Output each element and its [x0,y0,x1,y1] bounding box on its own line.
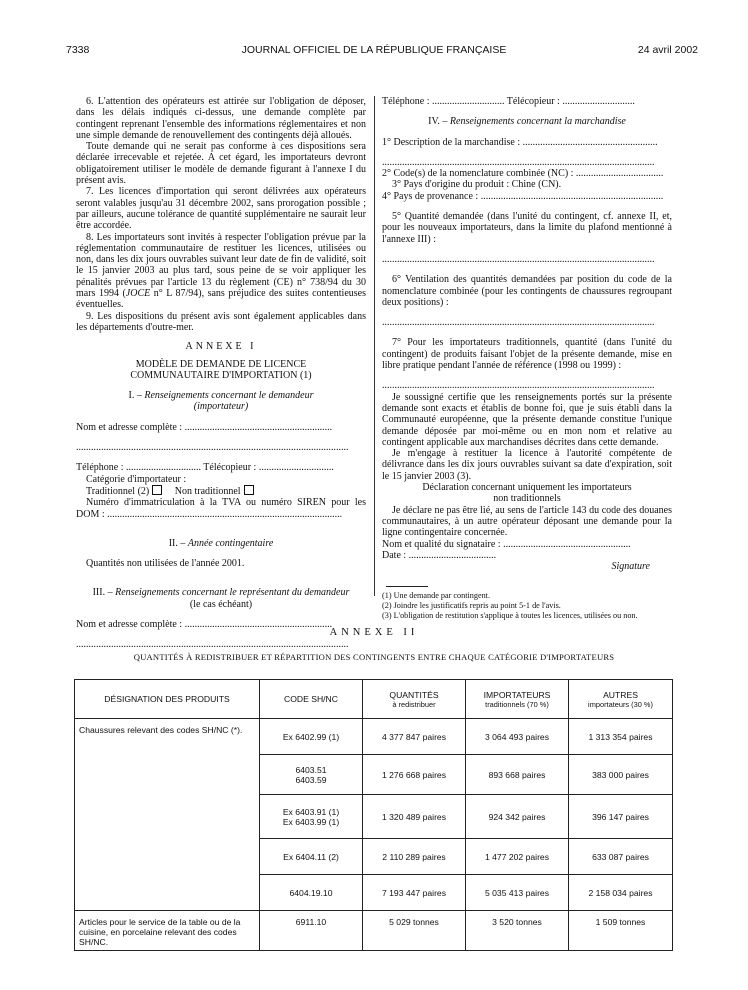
section2-heading: II. – Année contingentaire [168,537,274,549]
quantite-cell: 7 193 447 paires [363,875,466,911]
section3-heading: III. – Renseignements concernant le représentant du demandeur [92,587,350,599]
left-column [76,96,366,651]
quantite-cell: 1 320 489 paires [363,795,466,839]
categorie-label: Catégorie d'importateur : [86,473,187,485]
nom-adresse-field-2[interactable]: Nom et adresse complète : ........................................................... [76,618,333,630]
footnote-2: (2) Joindre les justificatifs repris au point 5-1 de l'avis. [382,600,561,610]
autres-cell: 633 087 paires [569,839,673,875]
signature-label: Signature [611,561,650,573]
paragraph-8: 8. Les importateurs sont invités à respecter l'obligation prévue par la réglementation communautaire de restituer les licences, utilisées ou non, dans les dix jours ouvrables suivant leur date de fin de validité, soit le 15 janvier 2003 au plus tard, sous peine de se voir appliquer les pénalités prévues par l'article 13 du règlement (CE) n° 738/94 du 30 mars 1994 (JOCE n° L 87/94), sans préjudice des suites contentieuses éventuelles. [76,231,366,311]
col-header-importateurs: IMPORTATEURS traditionnels (70 %) [466,680,569,719]
column-divider [374,96,375,596]
section3-subheading: (le cas échéant) [189,598,253,610]
col-header-quantites: QUANTITÉS à redistribuer [363,680,466,719]
description-field[interactable]: 1° Description de la marchandise : ...................................................... [382,136,658,148]
paragraph-6a: 6. L'attention des opérateurs est attirée sur l'obligation de déposer, dans les délais indiqués ci-dessus, une demande complète par contingent reprenant l'ensemble des informations réglementaires et non une simple demande de renouvellement des contingents déjà alloués. [76,96,366,141]
autres-cell: 1 509 tonnes [569,911,673,951]
traditionnels-cell: 924 342 paires [466,795,569,839]
quantite-cell: 1 276 668 paires [363,755,466,795]
declaration-text: Je déclare ne pas être lié, au sens de l'article 143 du code des douanes communautaires, à un autre opérateur déposant une demande pour la ligne contingentaire concernée. [382,504,672,539]
telephone-fax-field-2[interactable]: Téléphone : ............................. Télécopieur : ............................. [382,96,635,107]
product-porcelaine: Articles pour le service de la table ou de la cuisine, en porcelaine relevant des codes SH/NC. [75,911,260,951]
publication-date: 24 avril 2002 [637,44,698,56]
traditionnels-cell: 893 668 paires [466,755,569,795]
code-cell: 6911.10 [260,911,363,951]
quantite-demandee: 5° Quantité demandée (dans l'unité du contingent, cf. annexe II, et, pour les nouveaux importateurs, dans la limite du plafond mentionné à l'annexe III) : [382,211,672,245]
col-header-code: CODE SH/NC [260,680,363,719]
numero-tva-field[interactable]: Numéro d'immatriculation à la TVA ou numéro SIREN pour les DOM : .............................................................................................. [76,497,366,520]
pays-origine: 3° Pays d'origine du produit : Chine (CN). [392,179,562,191]
code-nc-field[interactable]: 2° Code(s) de la nomenclature combinée (NC) : ................................... [382,168,664,180]
categorie-options: Traditionnel (2) Non traditionnel [76,485,366,497]
col-header-designation: DÉSIGNATION DES PRODUITS [75,680,260,719]
traditionnels-cell: 5 035 413 paires [466,875,569,911]
annex2-subtitle: QUANTITÉS À REDISTRIBUER ET RÉPARTITION DES CONTINGENTS ENTRE CHAQUE CATÉGORIE D'IMPORTATEURS [133,652,615,662]
nom-qualite-signataire-field[interactable]: Nom et qualité du signataire : ................................................... [382,538,631,550]
engagement-text: Je m'engage à restituer la licence à l'autorité compétente de délivrance dans les dix jours ouvrables suivant sa date d'expiration, soit le 15 janvier 2003 (3). [382,448,672,482]
table-row [75,719,673,755]
table-row [75,911,673,951]
ventilation-quantites: 6° Ventilation des quantités demandées par position du code de la nomenclature combinée (pour les contingents de chaussures regroupant deux positions) : [382,274,672,308]
nom-adresse-field[interactable]: Nom et adresse complète : ........................................................... [76,421,333,433]
declaration-title-2: non traditionnels [493,493,561,505]
code-cell: Ex 6404.11 (2) [260,839,363,875]
page-number: 7338 [66,44,90,56]
annex1-subtitle-1: MODÈLE DE DEMANDE DE LICENCE [135,358,307,370]
autres-cell: 1 313 354 paires [569,719,673,755]
code-cell: Ex 6402.99 (1) [260,719,363,755]
traditionnel-checkbox[interactable] [152,485,162,495]
section1-heading: I. – Renseignements concernant le demandeur [128,390,314,402]
dotted-line-2[interactable]: ............................................................................................................. [76,639,349,651]
dotted-line-3[interactable]: ............................................................................................................. [382,156,655,168]
non-traditionnel-checkbox[interactable] [244,485,254,495]
table-header-row [75,680,673,719]
traditionnels-cell: 3 520 tonnes [466,911,569,951]
autres-cell: 383 000 paires [569,755,673,795]
autres-cell: 2 158 034 paires [569,875,673,911]
date-field[interactable]: Date : ................................... [382,549,497,561]
declaration-title-1: Déclaration concernant uniquement les importateurs [422,482,632,494]
right-column [382,96,672,620]
autres-cell: 396 147 paires [569,795,673,839]
traditionnels-cell: 3 064 493 paires [466,719,569,755]
quantite-cell: 5 029 tonnes [363,911,466,951]
section4-heading: IV. – Renseignements concernant la marchandise [428,116,626,128]
dotted-line-5[interactable]: ............................................................................................................. [382,317,655,329]
annex1-subtitle-2: COMMUNAUTAIRE D'IMPORTATION (1) [130,369,312,381]
certification-text: Je soussigné certifie que les renseignements portés sur la présente demande sont exacts et établis de bonne foi, que je suis établi dans la Communauté européenne, que la présente demande constitue l'unique demande déposée par moi-même ou en mon nom et relative au contingent applicable aux marchandises décrites dans cette demande. [382,391,672,448]
pays-provenance-field[interactable]: 4° Pays de provenance : ......................................................................... [382,190,664,202]
annex2-title: ANNEXE II [329,627,419,638]
product-chaussures: Chaussures relevant des codes SH/NC (*). [75,719,260,911]
annex2-table [74,679,673,951]
dotted-line-6[interactable]: ............................................................................................................. [382,380,655,392]
code-cell: 6403.51 6403.59 [260,755,363,795]
quantite-cell: 4 377 847 paires [363,719,466,755]
quantite-cell: 2 110 289 paires [363,839,466,875]
code-cell: 6404.19.10 [260,875,363,911]
code-cell: Ex 6403.91 (1) Ex 6403.99 (1) [260,795,363,839]
telephone-fax-field[interactable]: Téléphone : .............................. Télécopieur : .............................. [76,462,334,474]
dotted-line[interactable]: ............................................................................................................. [76,442,349,454]
annex1-title: ANNEXE I [185,341,257,353]
importateurs-traditionnels-quantite: 7° Pour les importateurs traditionnels, quantité (dans l'unité du contingent) de produits faisant l'objet de la présente demande, mise en libre pratique pendant l'année de référence (1998 ou 1999) : [382,337,672,372]
paragraph-9: 9. Les dispositions du présent avis sont également applicables dans les départements d'outre-mer. [76,310,366,333]
footnote-3: (3) L'obligation de restitution s'applique à toutes les licences, utilisées ou non. [382,610,638,620]
dotted-line-4[interactable]: ............................................................................................................. [382,253,655,265]
footnote-rule [386,586,428,587]
quantites-non-utilisees: Quantités non utilisées de l'année 2001. [86,558,245,570]
section1-heading-2: (importateur) [193,401,249,413]
journal-title: JOURNAL OFFICIEL DE LA RÉPUBLIQUE FRANÇAISE [241,44,507,56]
footnote-1: (1) Une demande par contingent. [382,591,490,601]
paragraph-6b: Toute demande qui ne serait pas conforme à ces dispositions sera déclarée irrecevable et rejetée. A cet égard, les importateurs devront obligatoirement utiliser le modèle de demande figurant à l'annexe I du présent avis. [76,141,366,187]
traditionnels-cell: 1 477 202 paires [466,839,569,875]
paragraph-7: 7. Les licences d'importation qui seront délivrées aux opérateurs seront valables jusqu'au 31 décembre 2002, sans prorogation possible ; par ailleurs, aucune tolérance de quantité supplémentaire ne saurait leur être accordée. [76,186,366,232]
col-header-autres: AUTRES importateurs (30 %) [569,680,673,719]
